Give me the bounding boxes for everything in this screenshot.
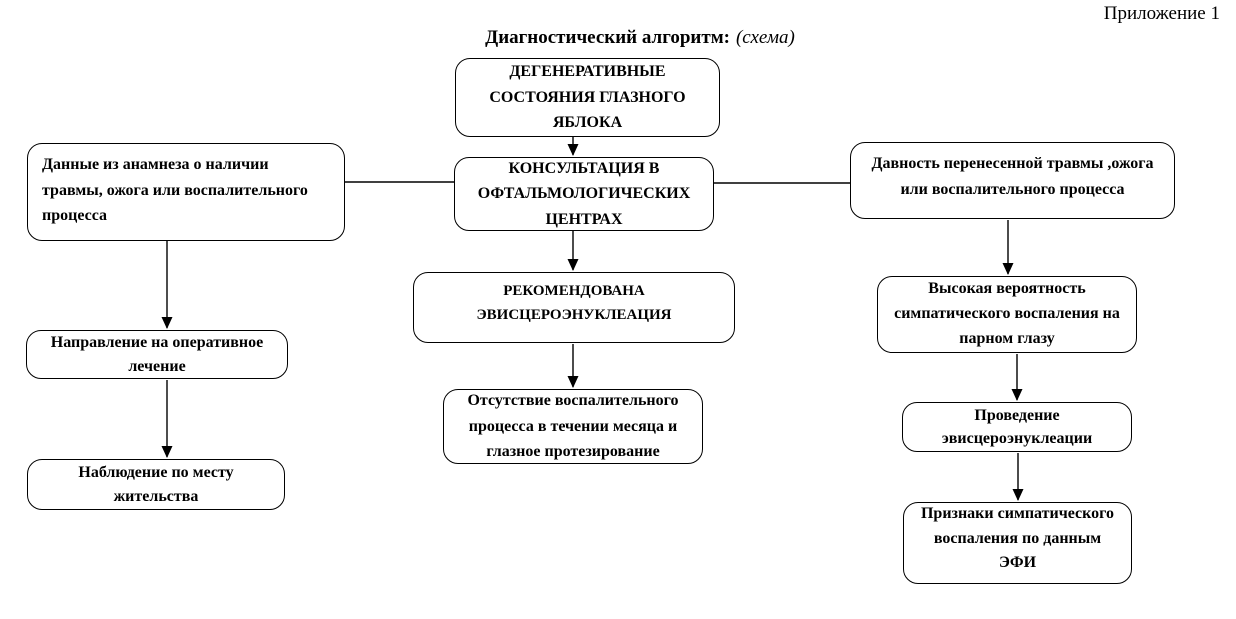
node-label: Данные из анамнеза о наличии травмы, ожога или воспалительного процесса <box>42 156 308 225</box>
node-label: Отсутствие воспалительного процесса в течении месяца и глазное протезирование <box>467 392 679 461</box>
node-degenerative-conditions <box>455 58 720 137</box>
node-label: Высокая вероятность симпатического воспаления на парном глазу <box>894 280 1120 347</box>
node-label: Наблюдение по месту жительства <box>78 464 234 505</box>
node-no-inflammation-prosthetics <box>443 389 703 464</box>
page-title <box>420 27 860 49</box>
node-anamnesis-data <box>27 143 345 241</box>
node-label: РЕКОМЕНДОВАНА ЭВИСЦЕРОЭНУКЛЕАЦИЯ <box>476 282 672 323</box>
node-surgical-referral <box>26 330 288 379</box>
node-label: КОНСУЛЬТАЦИЯ В ОФТАЛЬМОЛОГИЧЕСКИХ ЦЕНТРАХ <box>477 159 691 228</box>
node-recommended-evisceroenucleation <box>413 272 735 343</box>
node-efi-sympathetic-signs <box>903 502 1132 584</box>
node-label: Направление на оперативное лечение <box>50 334 264 375</box>
node-label: Признаки симпатического воспаления по данным ЭФИ <box>920 504 1115 572</box>
node-sympathetic-inflammation-risk <box>877 276 1137 353</box>
node-label: Давность перенесенной травмы ,ожога или воспалительного процесса <box>871 155 1154 198</box>
node-ophthalmology-consultation <box>454 157 714 231</box>
node-evisceroenucleation-procedure <box>902 402 1132 452</box>
node-label: ДЕГЕНЕРАТИВНЫЕ СОСТОЯНИЯ ГЛАЗНОГО ЯБЛОКА <box>489 63 686 132</box>
page-title-main: Диагностический алгоритм: <box>485 27 730 48</box>
node-injury-history <box>850 142 1175 219</box>
node-residence-observation <box>27 459 285 510</box>
node-label: Проведение эвисцероэнуклеации <box>941 406 1093 447</box>
page-title-suffix: (схема) <box>735 27 795 48</box>
appendix-label: Приложение 1 <box>1103 3 1220 24</box>
